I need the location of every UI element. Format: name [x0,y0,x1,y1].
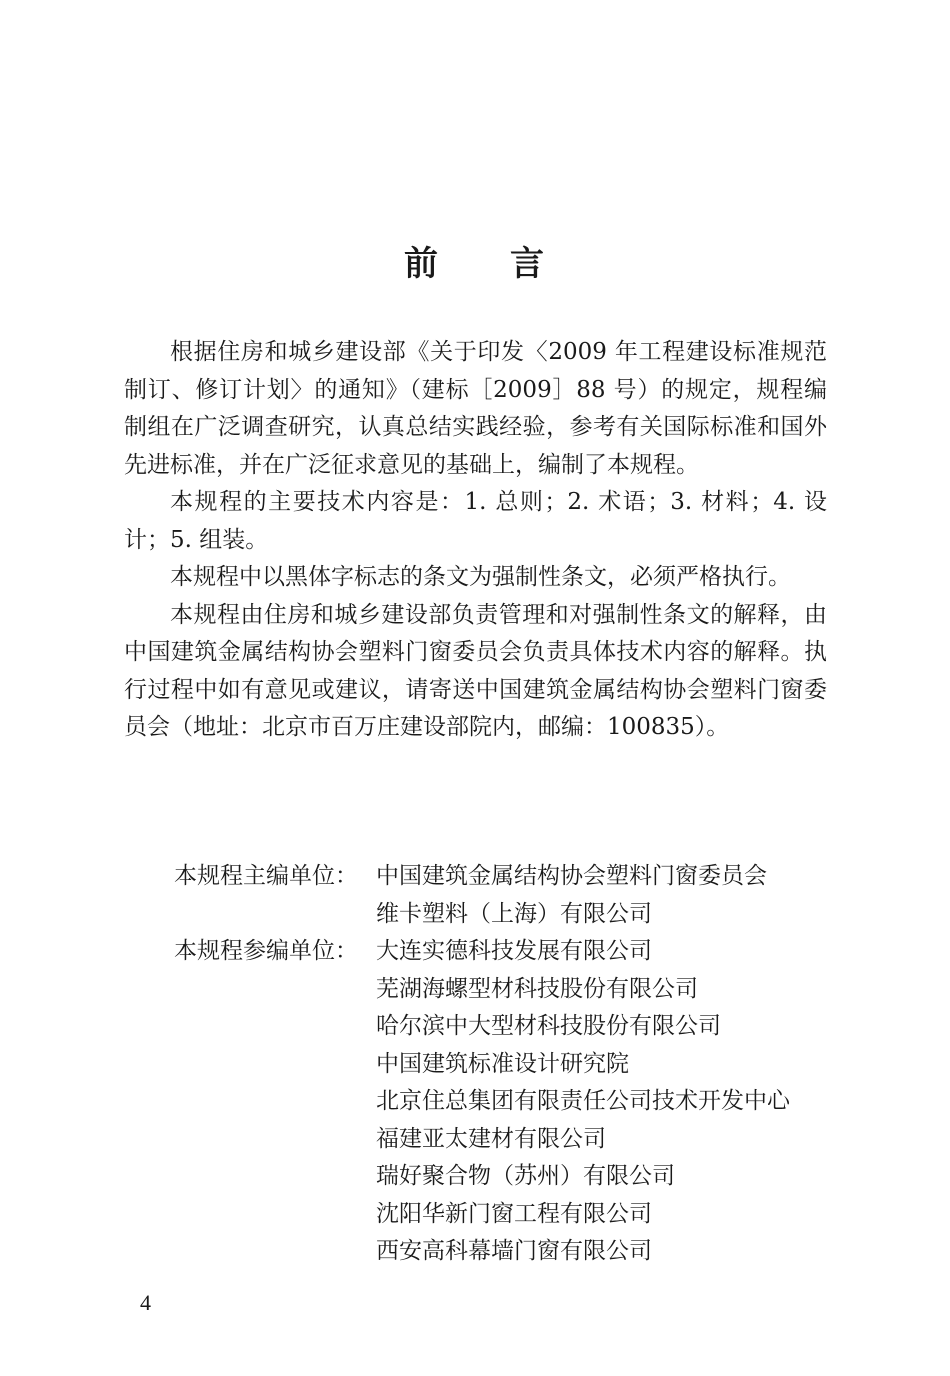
chief-units-label: 本规程主编单位： [174,863,358,889]
preface-body [124,334,827,747]
participating-units-label: 本规程参编单位： [174,938,358,964]
unit-item: 西安高科幕墙门窗有限公司 [376,1238,652,1264]
page-number: 4 [140,1290,151,1315]
participating-units-list [376,933,790,1271]
participating-units-group [174,933,790,1271]
unit-item: 瑞好聚合物（苏州）有限公司 [376,1163,675,1189]
unit-item: 维卡塑料（上海）有限公司 [376,900,652,927]
paragraph: 本规程由住房和城乡建设部负责管理和对强制性条文的解释，由中国建筑金属结构协会塑料门窗委员会负责具体技术内容的解释。执行过程中如有意见或建议，请寄送中国建筑金属结构协会塑料门窗委员会（地址：北京市百万庄建设部院内，邮编：100835）。 [124,601,827,740]
unit-item: 福建亚太建材有限公司 [376,1125,606,1152]
paragraph: 本规程中以黑体字标志的条文为强制性条文，必须严格执行。 [170,564,791,590]
unit-item: 中国建筑金属结构协会塑料门窗委员会 [376,863,767,889]
unit-item: 沈阳华新门窗工程有限公司 [376,1200,652,1227]
page-title [0,236,950,285]
unit-item: 哈尔滨中大型材科技股份有限公司 [376,1013,721,1039]
units-section [174,858,790,1271]
paragraph: 本规程的主要技术内容是：1. 总则；2. 术语；3. 材料；4. 设计；5. 组装。 [124,489,827,553]
title-char-1: 前 [404,244,440,284]
title-char-2: 言 [510,244,546,284]
unit-item: 大连实德科技发展有限公司 [376,938,652,964]
chief-units-list [376,858,767,933]
unit-item: 北京住总集团有限责任公司技术开发中心 [376,1088,790,1114]
unit-item: 芜湖海螺型材科技股份有限公司 [376,975,698,1002]
chief-units-group [174,858,790,933]
paragraph: 根据住房和城乡建设部《关于印发〈2009 年工程建设标准规范制订、修订计划〉的通知》（建标［2009］88 号）的规定，规程编制组在广泛调查研究，认真总结实践经验，参考有关国际标准和国外先进标准，并在广泛征求意见的基础上，编制了本规程。 [124,339,827,478]
unit-item: 中国建筑标准设计研究院 [376,1050,629,1077]
